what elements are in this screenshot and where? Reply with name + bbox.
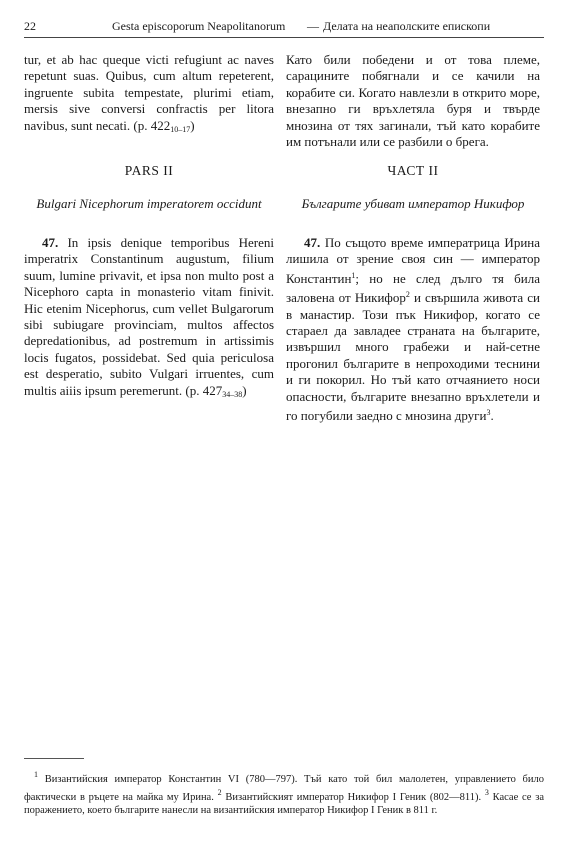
bulgarian-paragraph-47 <box>286 235 540 424</box>
header-title-latin: Gesta episcoporum Neapolitanorum <box>112 19 286 33</box>
footnote-text-2: Византийският император Никифор I Геник (802—811). <box>221 792 482 803</box>
bulgarian-para-body-2: ; но не след дълго тя била заловена от Никифор <box>286 270 540 306</box>
latin-para-ref: 34–38 <box>222 389 243 399</box>
latin-para-tail: ) <box>242 382 247 398</box>
latin-top-tail: ) <box>190 117 195 133</box>
footnote-ref-1[interactable]: 1 <box>351 270 356 280</box>
bulgarian-section-subtitle: Българите убиват император Никифор <box>301 196 525 211</box>
bulgarian-para-body-3: и свършила живота си в манастир. Този пък Никифор, когато се старaeл да завладее страната на българите, извършил много грабежи и най-сетне прогонил българите в непроходими теснини и ги покорил. Но тъй като отчаянието носи опасности, българите внезапно връхлетели и го погубили заедно с мнозина други <box>286 290 540 424</box>
latin-para-number: 47. <box>42 235 59 250</box>
latin-para-body: In ipsis denique temporibus Hereni imperatrix Constantinum augustum, filium suum, lumine privavit, et ipsa non multo post a Nicephoro capta in monasterio vitam finivit. Hic etenim Nicephorus, cum vellet Bulgarorum sibi subiugare provinciam, multos affectos depredationibus, ad postremum in artissimis locis fugatos, possidebat. Sed quia periculosa est desperatio, subito Vulgari irruentes, cum multis aiiis ipsum peremerunt. (p. 427 <box>24 235 275 398</box>
bulgarian-para-body-1: По същото време императрица Ирина лишила от зрение своя син — император Константин <box>286 235 541 286</box>
latin-section-heading: PARS II <box>124 163 174 178</box>
latin-paragraph-47 <box>24 235 274 403</box>
footnote-divider <box>24 758 84 759</box>
footnote-text-1: Византийския император Константин VI (780—797). Тъй като той бил малолетен, управлението било фактически в ръцете на майка му Ирина. <box>24 774 544 803</box>
header-title-cyrillic: Делата на неаполските епископи <box>323 19 491 33</box>
footnotes-block <box>24 768 544 817</box>
bulgarian-para-body-4: . <box>490 408 494 424</box>
bulgarian-section-heading: ЧАСТ II <box>387 163 439 178</box>
footnote-ref-2[interactable]: 2 <box>405 290 410 300</box>
bulgarian-para-number: 47. <box>304 235 321 250</box>
latin-section-subtitle: Bulgari Nicephorum imperatorem occidunt <box>36 196 262 211</box>
latin-top-ref: 10–17 <box>170 124 191 134</box>
footnote-marker-1: 1 <box>34 770 38 779</box>
footnotes-text <box>24 768 544 817</box>
header-dash: — <box>307 19 319 33</box>
bulgarian-top-text: Като били победени и от това племе, сарацините побягнали и се качили на корабите си. Когато навлезли в откритo море, внезапно ги връхлетяла буря и твърде мнозина от тях загинали, тъй като корабите им потънали или се разбили о брега. <box>286 52 540 150</box>
bulgarian-top-paragraph <box>286 52 540 150</box>
footnote-ref-3[interactable]: 3 <box>486 408 491 418</box>
footnote-marker-3: 3 <box>484 788 489 797</box>
footnote-marker-2: 2 <box>217 788 222 797</box>
running-header <box>24 17 544 38</box>
footnote-text-3: Касае се за поражението, което българите нанесли на византийския император Никифор I Геник в 811 г. <box>24 792 545 816</box>
latin-top-paragraph <box>24 52 274 138</box>
page-number: 22 <box>24 19 36 33</box>
latin-top-text: tur, et ab hac queque victi refugiunt ac naves repetunt suas. Quibus, cum altum repeterent, ingruente subita tempestate, plurimi etiam, mersis sive conversi confractis per litora navibus, sunt necati. (p. 422 <box>24 52 274 133</box>
